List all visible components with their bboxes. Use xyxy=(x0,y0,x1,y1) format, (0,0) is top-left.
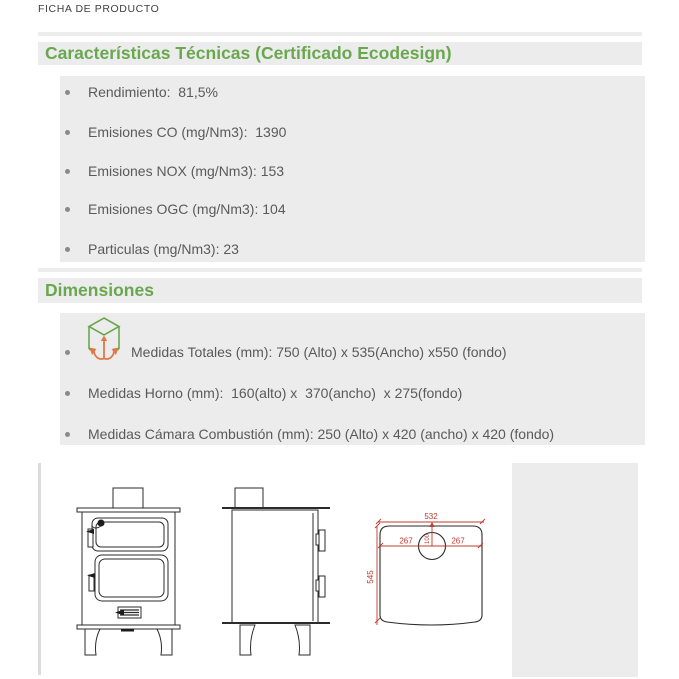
section-divider xyxy=(38,268,642,272)
bullet-icon xyxy=(65,207,70,212)
gray-placeholder-panel xyxy=(512,463,638,677)
dim-flue-label: 100 xyxy=(425,533,431,545)
list-item xyxy=(60,162,645,180)
list-item xyxy=(60,240,645,258)
list-item-label: Medidas Totales (mm): 750 (Alto) x 535(Ancho) x550 (fondo) xyxy=(131,344,507,360)
list-item xyxy=(60,425,645,443)
section-title: Características Técnicas (Certificado Ecodesign) xyxy=(45,43,452,63)
dim-right-offset-label: 267 xyxy=(451,536,465,546)
list-item-label: Medidas Horno (mm): 160(alto) x 370(ancho) x 275(fondo) xyxy=(88,385,463,401)
bullet-icon xyxy=(65,169,70,174)
list-item-label: Particulas (mg/Nm3): 23 xyxy=(88,241,239,257)
section-header-dimensiones xyxy=(38,278,642,303)
stove-side-view xyxy=(220,485,332,660)
dimensiones-list xyxy=(60,313,645,445)
list-item-label: Emisiones CO (mg/Nm3): 1390 xyxy=(88,124,287,140)
stove-top-view xyxy=(358,503,498,635)
bullet-icon xyxy=(65,90,70,95)
dim-depth-label: 545 xyxy=(366,570,375,584)
technical-drawings-area xyxy=(0,455,679,679)
list-item-label: Emisiones OGC (mg/Nm3): 104 xyxy=(88,201,286,217)
list-item-label: Medidas Cámara Combustión (mm): 250 (Alto) x 420 (ancho) x 420 (fondo) xyxy=(88,426,555,442)
stove-front-view xyxy=(75,485,182,660)
list-item xyxy=(60,384,645,402)
caracteristicas-list xyxy=(60,76,645,262)
bullet-icon xyxy=(65,350,70,355)
list-item xyxy=(60,123,645,141)
list-item xyxy=(60,83,645,101)
section-header-caracteristicas xyxy=(38,42,642,65)
list-item xyxy=(60,343,645,361)
section-title: Dimensiones xyxy=(45,280,154,300)
left-margin-line xyxy=(38,463,41,675)
bullet-icon xyxy=(65,130,70,135)
bullet-icon xyxy=(65,391,70,396)
dim-left-offset-label: 267 xyxy=(399,536,413,546)
list-item-label: Emisiones NOX (mg/Nm3): 153 xyxy=(88,163,285,179)
list-item xyxy=(60,200,645,218)
section-divider xyxy=(38,32,642,36)
list-item-label: Rendimiento: 81,5% xyxy=(88,84,218,100)
bullet-icon xyxy=(65,432,70,437)
document-title: FICHA DE PRODUCTO xyxy=(38,3,160,15)
bullet-icon xyxy=(65,247,70,252)
dim-width-label: 532 xyxy=(424,512,438,521)
